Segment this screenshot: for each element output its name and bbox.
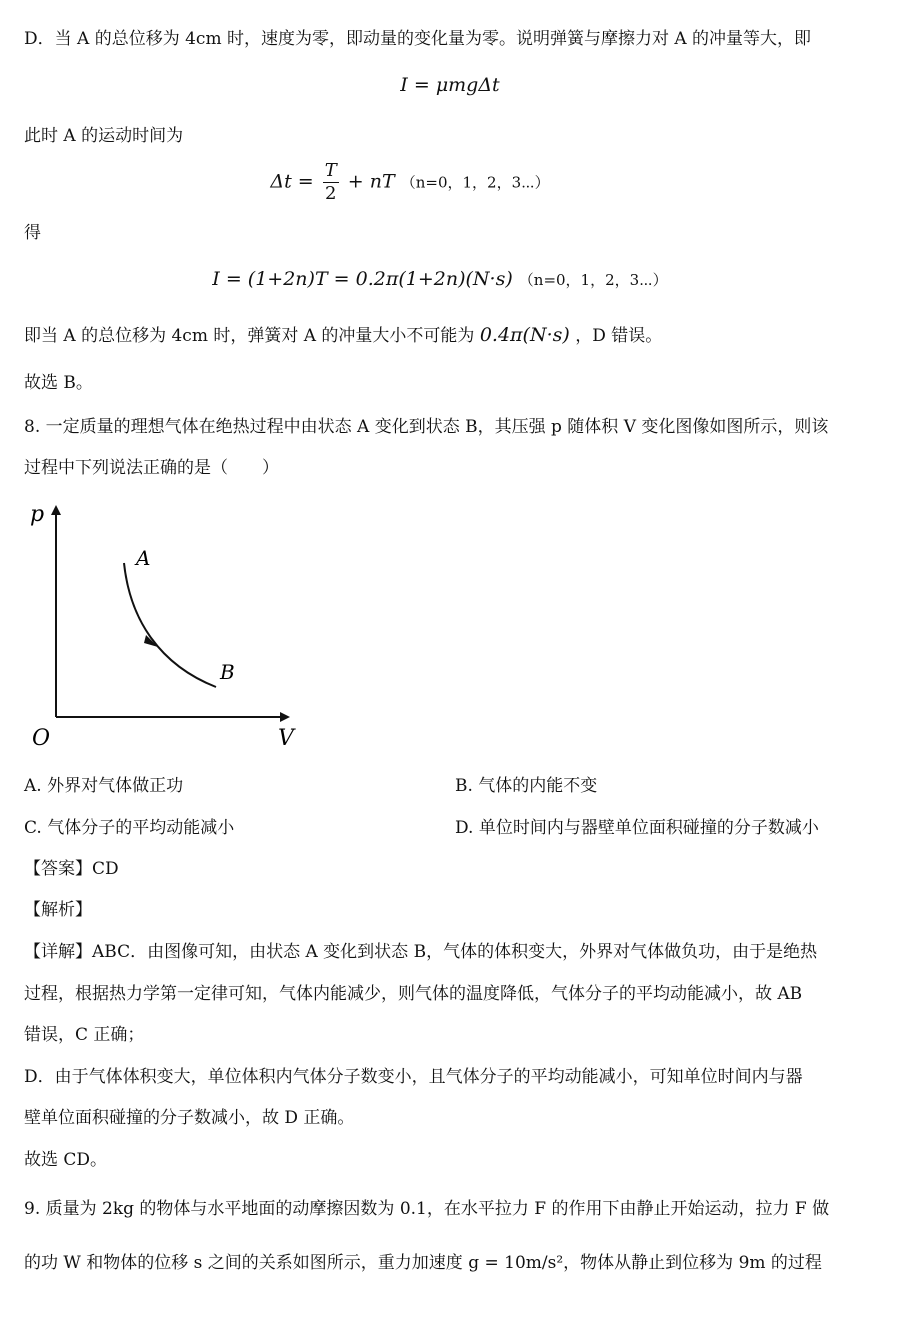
equation-time: Δt = $\frac{T}{2}$ + nT （n=0，1，2，3⋯） bbox=[270, 160, 550, 204]
conclusion-value: 0.4π(N·s) bbox=[479, 324, 570, 346]
point-a-label: A bbox=[136, 546, 151, 570]
eq2-lhs: Δt bbox=[270, 170, 292, 193]
solution-conclusion bbox=[24, 322, 662, 349]
solution-de-line: 得 bbox=[24, 223, 41, 243]
q8-option-d: D. 单位时间内与器壁单位面积碰撞的分子数减小 bbox=[455, 818, 819, 838]
q8-answer: 【答案】CD bbox=[24, 859, 119, 879]
eq3-text: I = (1+2n)T = 0.2π(1+2n)(N·s) bbox=[212, 268, 513, 290]
p-axis-label: p bbox=[30, 502, 45, 527]
q8-detail-line-2: 过程，根据热力学第一定律可知，气体内能减少，则气体的温度降低，气体分子的平均动能减小，故 AB bbox=[24, 984, 803, 1004]
q9-stem-line-2: 的功 W 和物体的位移 s 之间的关系如图所示，重力加速度 g = 10m/s²，物体从静止到位移为 9m 的过程 bbox=[24, 1253, 822, 1273]
q8-detail-line-5: 壁单位面积碰撞的分子数减小，故 D 正确。 bbox=[24, 1108, 355, 1128]
eq1-lhs: I bbox=[400, 74, 408, 96]
q8-choose: 故选 CD。 bbox=[24, 1150, 108, 1170]
q8-option-c: C. 气体分子的平均动能减小 bbox=[24, 818, 235, 838]
q8-detail-line-4: D．由于气体体积变大，单位体积内气体分子数变小，且气体分子的平均动能减小，可知单位时间内与器 bbox=[24, 1067, 803, 1087]
q8-option-a: A. 外界对气体做正功 bbox=[24, 776, 184, 796]
conclusion-text: 即当 A 的总位移为 4cm 时，弹簧对 A 的冲量大小不可能为 bbox=[24, 326, 475, 346]
eq2-denominator: 2 bbox=[325, 183, 337, 204]
origin-label: O bbox=[32, 726, 51, 751]
eq2-tail: nT bbox=[369, 170, 395, 193]
adiabatic-curve bbox=[124, 563, 216, 687]
eq1-rhs: μmgΔt bbox=[435, 74, 500, 96]
point-b-label: B bbox=[220, 660, 235, 684]
solution-time-line: 此时 A 的运动时间为 bbox=[24, 126, 184, 146]
eq2-condition: （n=0，1，2，3⋯） bbox=[400, 173, 550, 192]
q9-stem-line-1: 9. 质量为 2kg 的物体与水平地面的动摩擦因数为 0.1，在水平拉力 F 的作用下由静止开始运动，拉力 F 做 bbox=[24, 1199, 830, 1219]
q8-stem-line-1: 8. 一定质量的理想气体在绝热过程中由状态 A 变化到状态 B，其压强 p 随体积 V 变化图像如图所示，则该 bbox=[24, 417, 829, 437]
v-axis-label: V bbox=[278, 726, 294, 751]
solution-choose: 故选 B。 bbox=[24, 373, 93, 393]
equation-impulse: I = μmgΔt bbox=[400, 74, 500, 96]
q8-analysis-heading: 【解析】 bbox=[24, 900, 92, 920]
q8-stem-line-2: 过程中下列说法正确的是（ ） bbox=[24, 458, 279, 478]
eq2-numerator: T bbox=[324, 160, 337, 181]
conclusion-tail: ，D 错误。 bbox=[575, 326, 663, 346]
q8-option-b: B. 气体的内能不变 bbox=[455, 776, 598, 796]
q8-detail-line-3: 错误，C 正确； bbox=[24, 1025, 145, 1045]
eq3-condition: （n=0，1，2，3⋯） bbox=[518, 271, 668, 289]
q8-detail-line-1: 【详解】ABC．由图像可知，由状态 A 变化到状态 B，气体的体积变大，外界对气体做负功，由于是绝热 bbox=[24, 942, 818, 962]
eq2-fraction bbox=[323, 160, 339, 205]
equation-impulse-result bbox=[0, 264, 890, 295]
pv-diagram bbox=[20, 495, 310, 760]
solution-d-line: D．当 A 的总位移为 4cm 时，速度为零，即动量的变化量为零。说明弹簧与摩擦力对 A 的冲量等大，即 bbox=[24, 29, 812, 49]
